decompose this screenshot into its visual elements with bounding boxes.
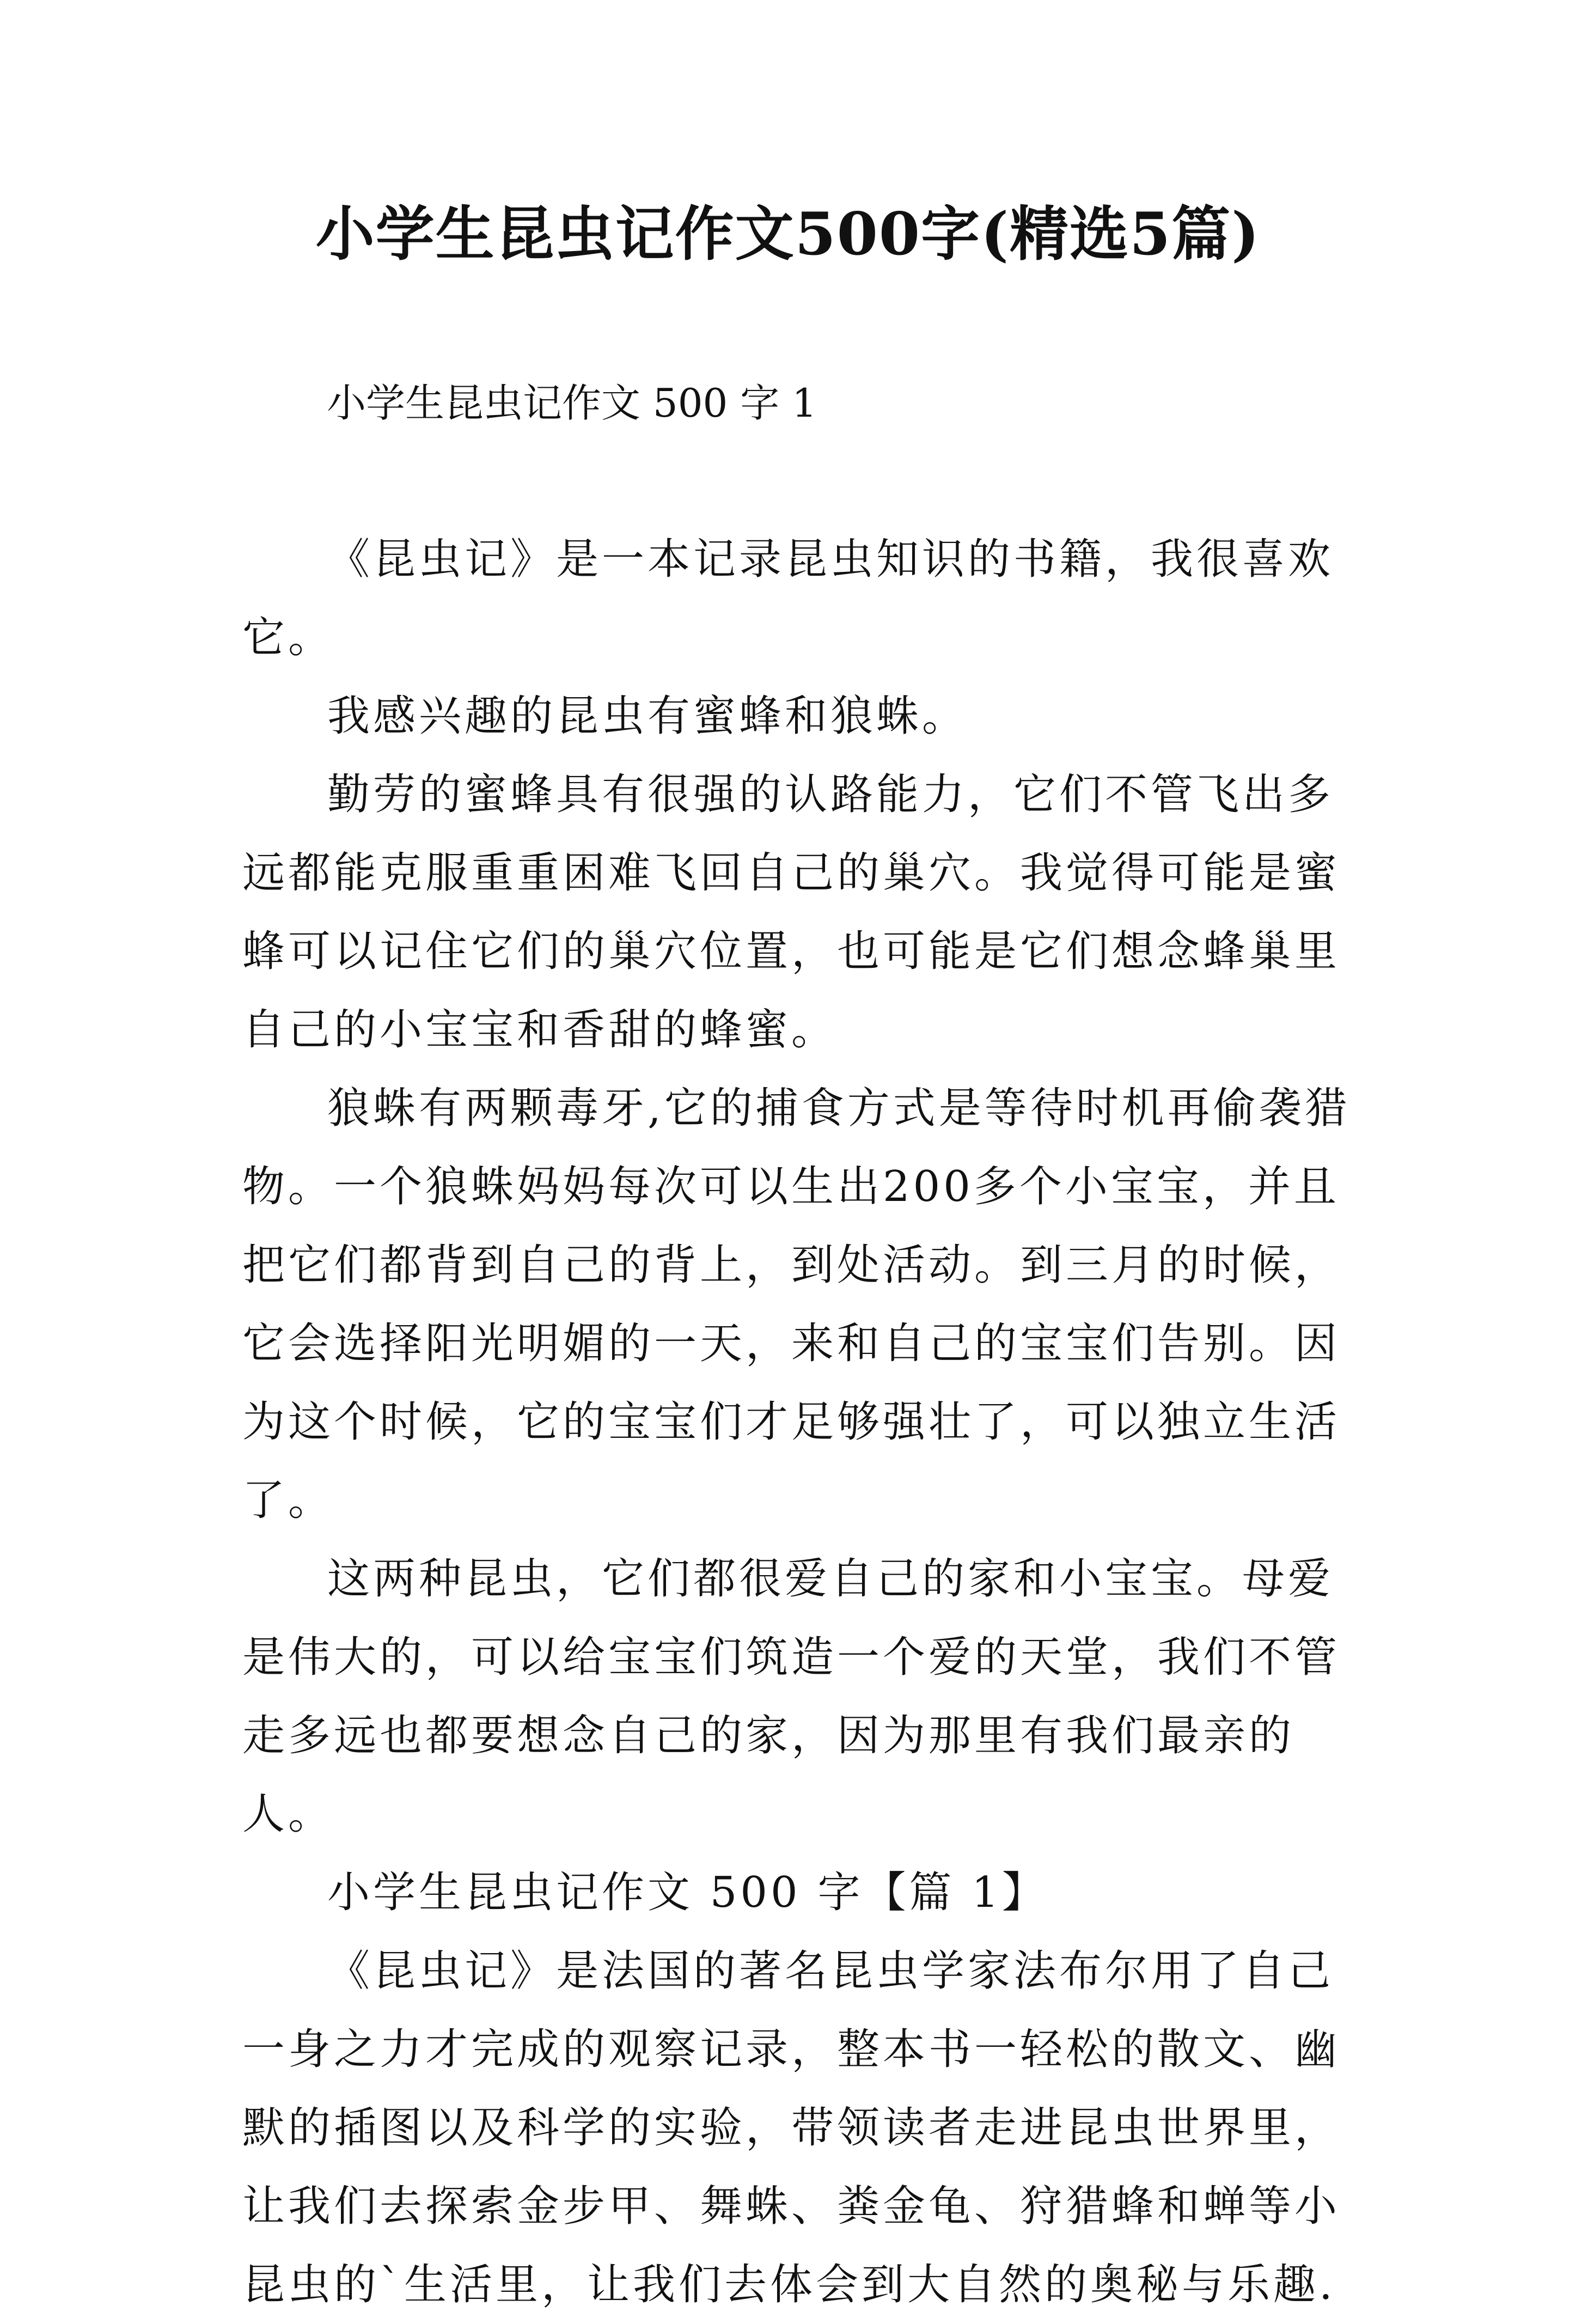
paragraph: 这两种昆虫，它们都很爱自己的家和小宝宝。母爱是伟大的，可以给宝宝们筑造一个爱的天堂，我们不管走多远也都要想念自己的家，因为那里有我们最亲的人。 [242, 1554, 1341, 1839]
subheading-paragraph: 小学生昆虫记作文 500 字【篇 1】 [327, 1868, 1048, 1917]
paragraph: 《昆虫记》是一本记录昆虫知识的书籍，我很喜欢它。 [242, 535, 1334, 662]
paragraph: 狼蛛有两颗毒牙,它的捕食方式是等待时机再偷袭猎物。一个狼蛛妈妈每次可以生出200多个小宝宝，并且把它们都背到自己的背上，到处活动。到三月的时候，它会选择阳光明媚的一天，来和自己的宝宝们告别。因为这个时候，它的宝宝们才足够强壮了，可以独立生活了。 [242, 1084, 1351, 1525]
paragraph: 《昆虫记》是法国的著名昆虫学家法布尔用了自己一身之力才完成的观察记录，整本书一轻松的散文、幽默的插图以及科学的实验，带领读者走进昆虫世界里，让我们去探索金步甲、舞蛛、粪金龟、狩猎蜂和蝉等小昆虫的`生活里，让我们去体会到大自然的奥秘与乐趣. [242, 1947, 1341, 2309]
document-body [242, 520, 1364, 2324]
document-title: 小学生昆虫记作文500字(精选5篇) [315, 200, 1261, 269]
section-heading: 小学生昆虫记作文 500 字 1 [327, 380, 817, 426]
paragraph: 勤劳的蜜蜂具有很强的认路能力，它们不管飞出多远都能克服重重困难飞回自己的巢穴。我觉得可能是蜜蜂可以记住它们的巢穴位置，也可能是它们想念蜂巢里自己的小宝宝和香甜的蜂蜜。 [242, 770, 1341, 1054]
paragraph: 我感兴趣的昆虫有蜜蜂和狼蛛。 [327, 692, 968, 741]
